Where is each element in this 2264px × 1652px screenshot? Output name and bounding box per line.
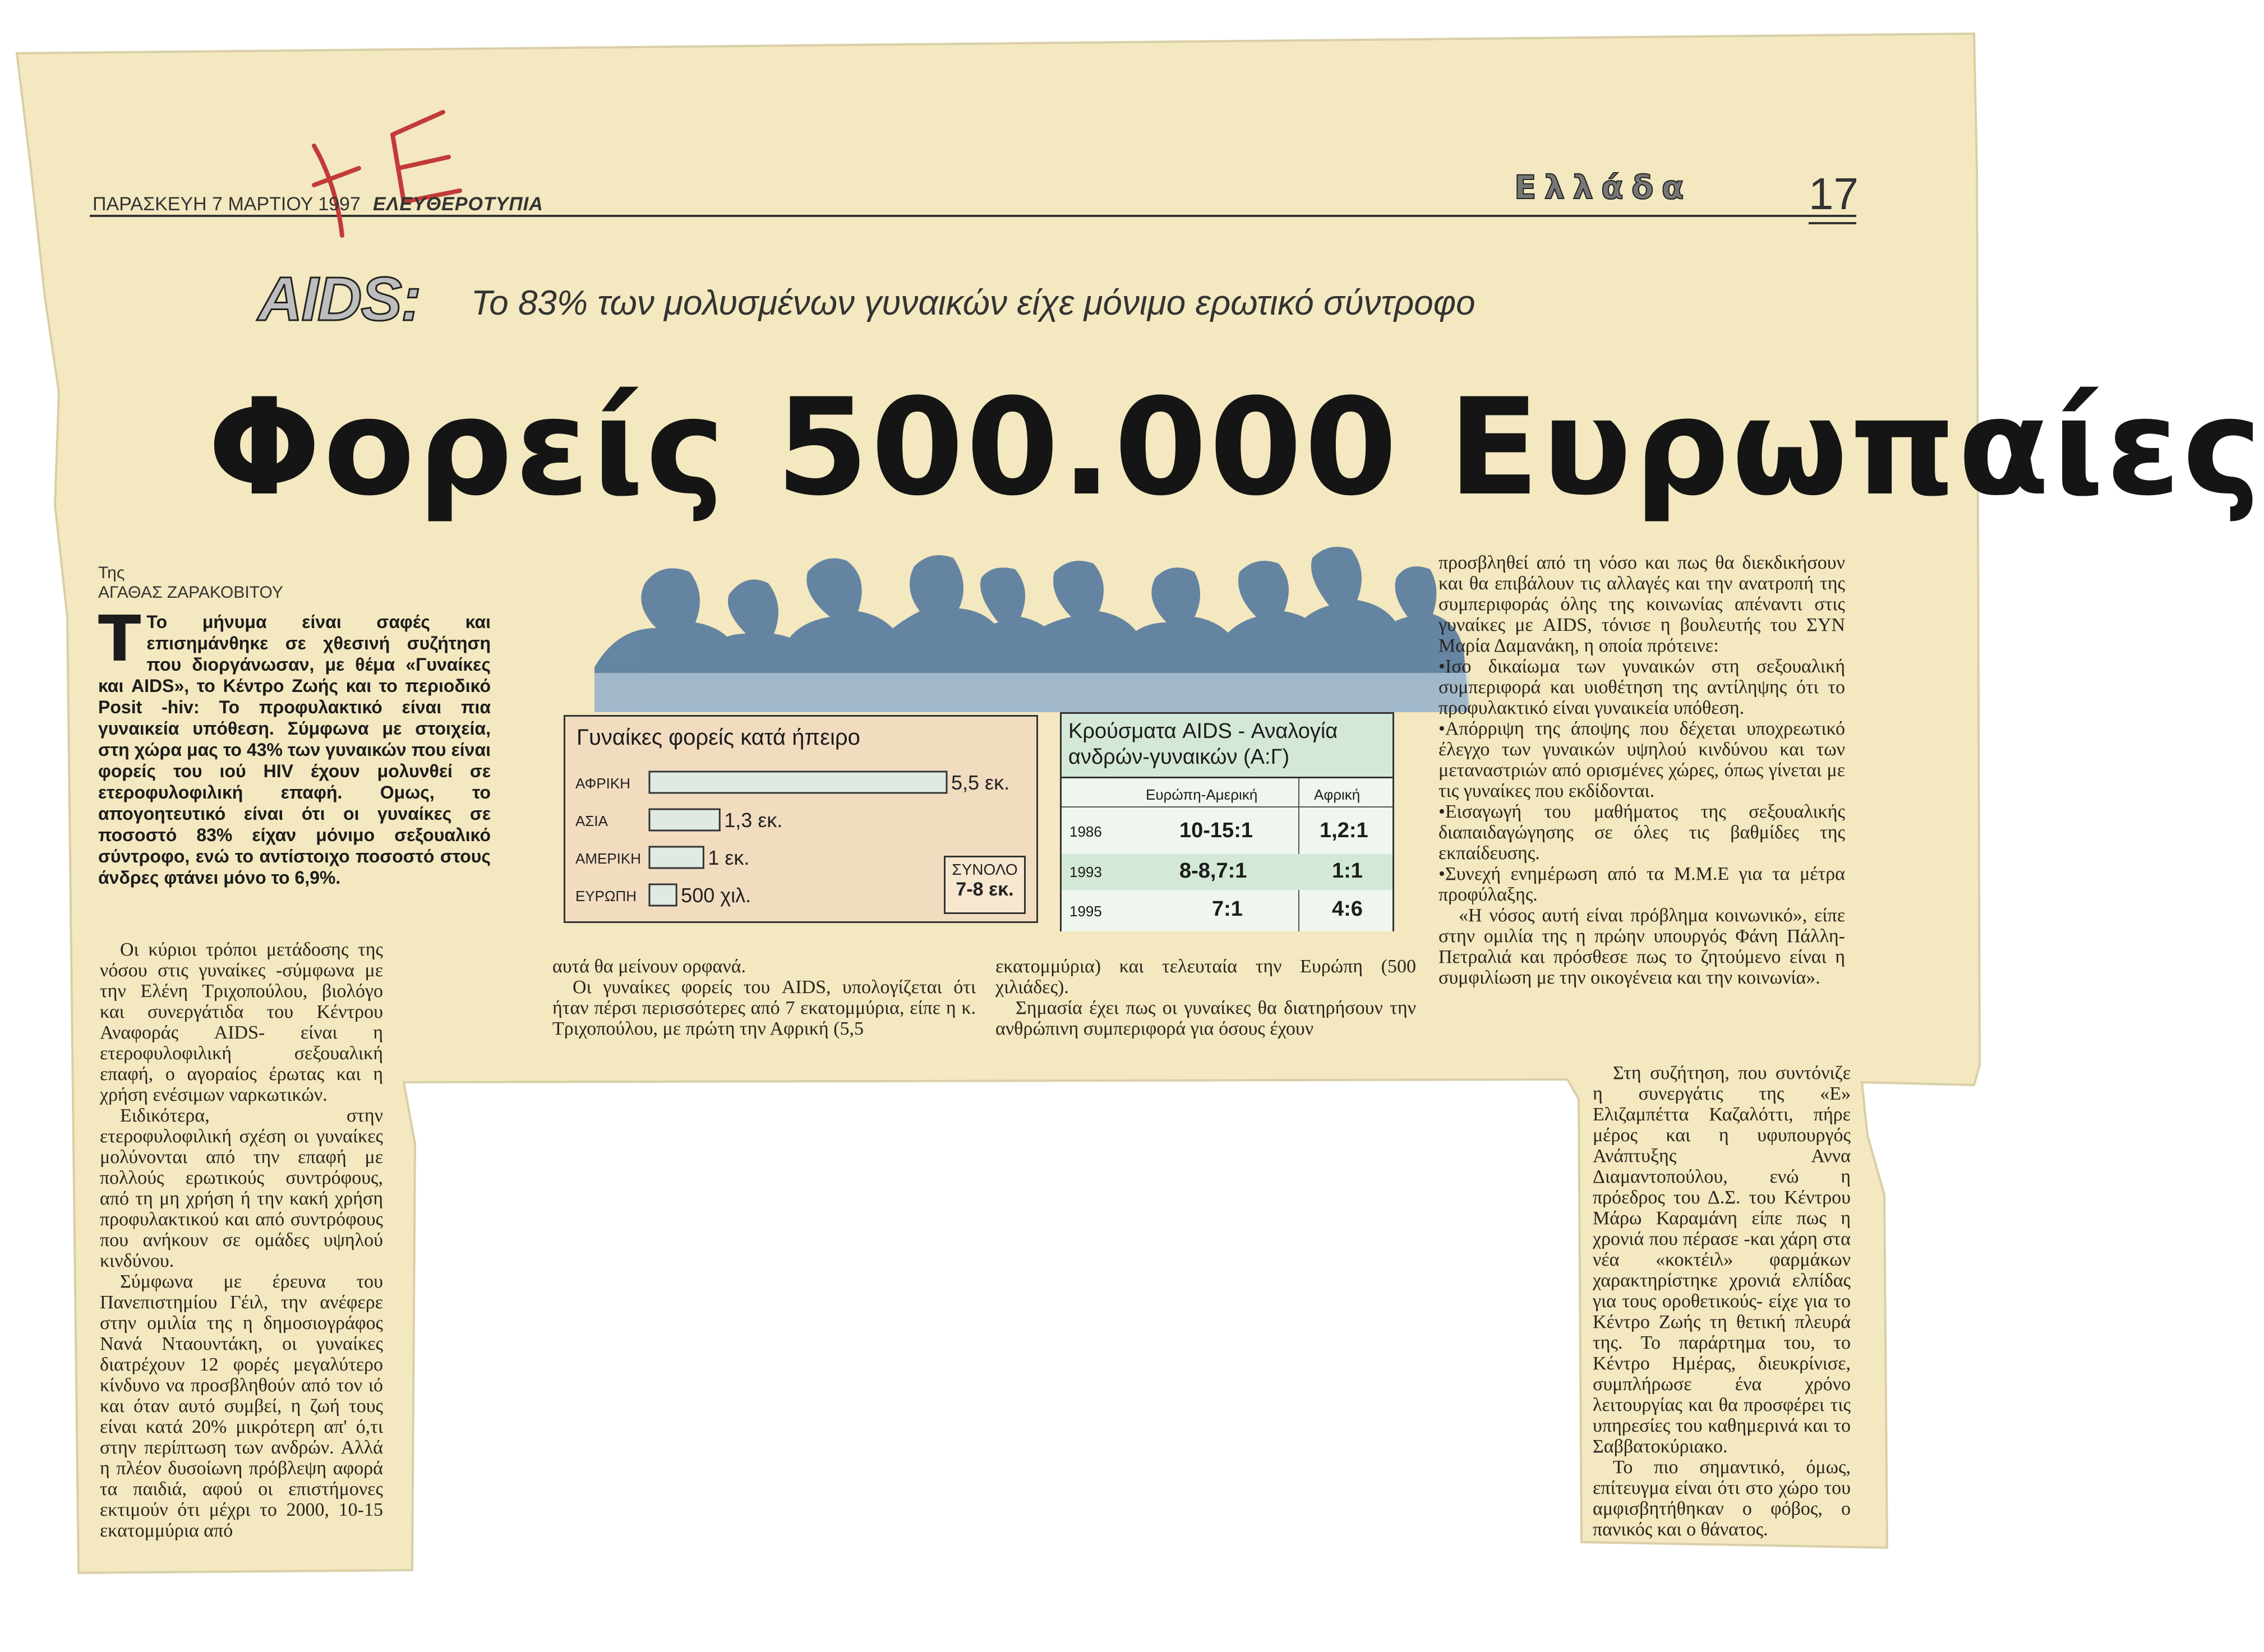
table-row-africa: 4:6 — [1332, 897, 1363, 921]
bullet-item: •Εισαγωγή του μαθήματος της σεξουαλικής διαπαιδαγώγησης σε όλες τις βαθμίδες της εκπαίδευσης. — [1438, 801, 1845, 864]
paragraph: εκατομμύρια) και τελευταία την Ευρώπη (500 χιλιάδες). — [995, 956, 1416, 998]
bullet-item: •Απόρριψη της άποψης που δέχεται υποχρεωτικό έλεγχο των γυναικών υψηλού κινδύνου και των μεταναστριών από ορισμένες χώρες, όπως γίνεται με τις γυναίκες που εκδίδονται. — [1438, 718, 1845, 801]
paragraph: Σημασία έχει πως οι γυναίκες θα διατηρήσουν την ανθρώπινη συμπεριφορά για όσους έχουν — [995, 998, 1416, 1039]
table-row-year: 1986 — [1069, 823, 1102, 840]
bar-value-label: 500 χιλ. — [681, 884, 751, 907]
bar-value-label: 5,5 εκ. — [951, 771, 1010, 794]
column-4 — [1438, 552, 1845, 988]
col-header-europe-america: Ευρώπη-Αμερική — [1146, 786, 1258, 803]
bar-category-label: ΑΦΡΙΚΗ — [575, 775, 631, 792]
drop-cap: Τ — [98, 603, 141, 676]
bar — [649, 884, 676, 906]
bar — [649, 772, 947, 793]
table-row-eu-am: 7:1 — [1212, 897, 1243, 921]
byline-author: ΑΓΑΘΑΣ ΖΑΡΑΚΟΒΙΤΟΥ — [98, 583, 283, 602]
bar — [649, 847, 703, 868]
table-row-eu-am: 10-15:1 — [1179, 819, 1253, 842]
paragraph: Οι κύριοι τρόποι μετάδοσης της νόσου στις γυναίκες -σύμφωνα με την Ελένη Τριχοπούλου, βιολόγο και συνεργάτιδα του Κέντρου Αναφοράς AIDS- είναι η ετεροφυλοφιλική σεξουαλική επαφή, ο αγοραίος έρωτας και η χρήση ενέσιμων ναρκωτικών. — [100, 939, 383, 1105]
col-header-africa: Αφρική — [1314, 786, 1361, 803]
ratio-table-box — [1060, 712, 1394, 931]
newspaper-name: ΕΛΕΥΘΕΡΟΤΥΠΙΑ — [373, 193, 543, 215]
paragraph: αυτά θα μείνουν ορφανά. — [552, 956, 746, 977]
paragraph: Το πιο σημαντικό, όμως, επίτευγμα είναι ότι στο χώρο του αμφισβητήθηκαν ο φόβος, ο πανικός και ο θάνατος. — [1593, 1457, 1851, 1540]
bar-value-label: 1,3 εκ. — [724, 809, 783, 832]
paragraph: Σύμφωνα με έρευνα του Πανεπιστημίου Γέιλ, την ανέφερε στην ομιλία της η δημοσιογράφος Νανά Νταουντάκη, οι γυναίκες διατρέχουν 12 φορές μεγαλύτερο κίνδυνο να προσβληθούν από τον ιό και όταν αυτό συμβεί, η ζωή τους είναι κατά 20% μικρότερη απ' ό,τι στην περίπτωση των ανδρών. Αλλά η πλέον δυσοίωνη πρόβλεψη αφορά τα παιδιά, αφού οι επιστήμονες εκτιμούν ότι μέχρι το 2000, 10-15 εκατομμύρια από — [100, 1271, 383, 1541]
total-box — [944, 856, 1026, 914]
column-1 — [100, 939, 383, 1541]
kicker-aids: AIDS: — [258, 265, 421, 334]
paragraph: «Η νόσος αυτή είναι πρόβλημα κοινωνικό», είπε στην ομιλία της η πρώην υπουργός Φάνη Πάλλη-Πετραλιά και πρόσθεσε πως το ζητούμενο είναι η συμφιλίωση με την οικογένεια και την κοινωνία». — [1438, 905, 1845, 988]
table-body — [1062, 777, 1392, 931]
table-row-eu-am: 8-8,7:1 — [1179, 859, 1247, 883]
kicker-subtitle: Το 83% των μολυσμένων γυναικών είχε μόνιμο ερωτικό σύντροφο — [471, 284, 1475, 322]
bar — [649, 809, 720, 830]
issue-date: ΠΑΡΑΣΚΕΥΗ 7 ΜΑΡΤΙΟΥ 1997 — [93, 193, 361, 215]
table-row-year: 1995 — [1069, 903, 1102, 920]
table-title: Κρούσματα AIDS - Αναλογία ανδρών-γυναικών (Α:Γ) — [1068, 719, 1338, 769]
byline-prefix: Της — [98, 564, 125, 582]
lead-text: Το μήνυμα είναι σαφές και επισημάνθηκε σε χθεσινή συζήτηση που διοργάνωσαν, με θέμα «Γυναίκες και AIDS», το Κέντρο Ζωής και το περιοδικό Posit -hiv: Το προφυλακτικό είναι πια γυναικεία υπόθεση. Σύμφωνα με στοιχεία, στη χώρα μας το 43% των γυναικών που είναι φορείς του ιού HIV έχουν μολυνθεί σε ετεροφυλοφιλική επαφή. Ομως, το απογοητευτικό είναι ότι οι γυναίκες σε ποσοστό 83% είχαν μόνιμο σεξουαλικό σύντροφο, ενώ το αντίστοιχο ποσοστό στους άνδρες φτάνει μόνο το 6,9%. — [98, 612, 491, 888]
bar-category-label: ΑΣΙΑ — [575, 813, 608, 829]
paragraph: προσβληθεί από τη νόσο και πως θα διεκδικήσουν και θα επιβάλουν τις αλλαγές και την ανατροπή της συμπεριφοράς όλης της κοινωνίας απέναντι στις γυναίκες με AIDS, τόνισε η βουλευτής του ΣΥΝ Μαρία Δαμανάκη, η οποία πρότεινε: — [1438, 552, 1845, 656]
total-label: ΣΥΝΟΛΟ — [952, 861, 1018, 878]
table-row-africa: 1,2:1 — [1320, 819, 1368, 842]
paragraph: Οι γυναίκες φορείς του AIDS, υπολογίζεται ότι ήταν πέρσι περισσότερες από 7 εκατομμύρια, είπε η κ. Τριχοπούλου, με πρώτη την Αφρική (5,5 — [552, 977, 976, 1039]
column-2 — [552, 956, 976, 1039]
bullet-item: •Συνεχή ενημέρωση από τα Μ.Μ.Ε για τα μέτρα προφύλαξης. — [1438, 864, 1845, 905]
column-5 — [1593, 1063, 1851, 1540]
section-name: Ελλάδα — [1514, 168, 1692, 206]
chart-title: Γυναίκες φορείς κατά ήπειρο — [577, 725, 860, 750]
lead-paragraph — [98, 603, 491, 888]
paragraph: Ειδικότερα, στην ετεροφυλοφιλική σχέση οι γυναίκες μολύνονται από την επαφή με πολλούς ερωτικούς συντρόφους, από τη μη χρήση ή την κακή χρήση προφυλακτικού και από συντρόφους που ανήκουν σε ομάδες υψηλού κινδύνου. — [100, 1105, 383, 1271]
table-row-year: 1993 — [1069, 864, 1102, 880]
paragraph: Στη συζήτηση, που συντόνιζε η συνεργάτις της «Ε» Ελιζαμπέττα Καζαλόττι, πήρε μέρος και η υφυπουργός Ανάπτυξης Αννα Διαμαντοπούλου, ενώ η πρόεδρος του Δ.Σ. του Κέντρου Μάρω Καραμάνη είπε πως η χρονιά που πέρασε -και χάρη στα νέα «κοκτέιλ» φαρμάκων χαρακτηρίστηκε χρονιά ελπίδας για τους οροθετικούς- είχε για το Κέντρο Ζωής τη θετική πλευρά της. Το παράρτημα του, το Κέντρο Ημέρας, διευκρίνισε, συμπλήρωσε ένα χρόνο λειτουργίας και θα προσφέρει τις υπηρεσίες του καθημερινά και το Σαββατοκύριακο. — [1593, 1063, 1851, 1457]
total-value: 7-8 εκ. — [956, 879, 1014, 900]
bar-value-label: 1 εκ. — [708, 846, 750, 869]
bar-category-label: ΑΜΕΡΙΚΗ — [575, 850, 642, 867]
bar-category-label: ΕΥΡΩΠΗ — [575, 888, 637, 905]
bar-chart-box — [564, 715, 1038, 923]
bullet-item: •Ισο δικαίωμα των γυναικών στη σεξουαλική συμπεριφορά και υιοθέτηση της αντίληψης ότι το προφυλακτικό είναι γυναικεία υπόθεση. — [1438, 656, 1845, 718]
table-row-africa: 1:1 — [1332, 859, 1363, 883]
column-3 — [995, 956, 1416, 1039]
headline: Φορείς 500.000 Ευρωπαίες — [208, 370, 2264, 525]
page-number: 17 — [1809, 169, 1859, 219]
table-header-rule — [1062, 806, 1392, 807]
